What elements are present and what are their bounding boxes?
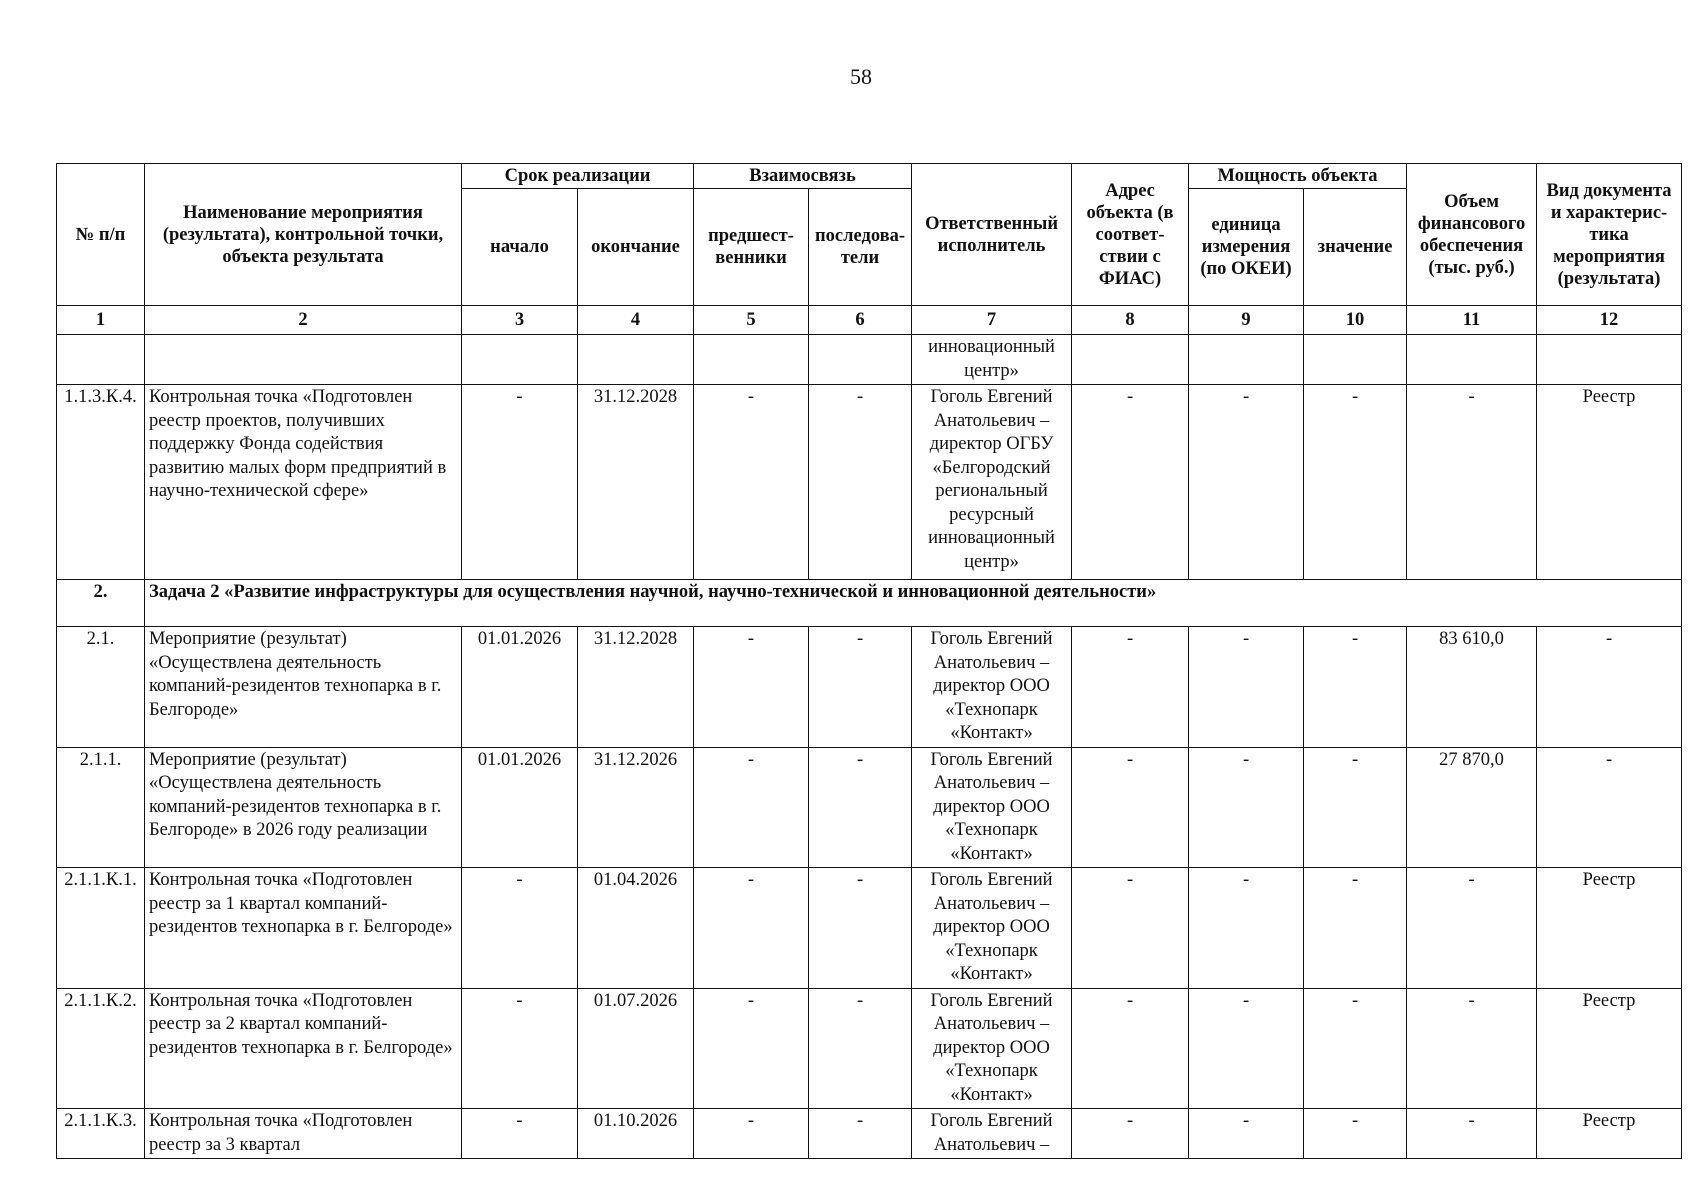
cell-document: Реестр: [1537, 1109, 1682, 1159]
column-number: 8: [1072, 306, 1189, 335]
header-capacity-group: Мощность объекта: [1189, 164, 1407, 189]
column-number: 11: [1407, 306, 1537, 335]
cell-successors: -: [809, 988, 912, 1109]
cell-predecessors: [694, 335, 809, 385]
cell-end: 01.04.2026: [578, 868, 694, 989]
cell-start: -: [462, 868, 578, 989]
header-period-group: Срок реализации: [462, 164, 694, 189]
cell-address: -: [1072, 1109, 1189, 1159]
table-row: [57, 627, 1682, 748]
header-unit: единица измерения (по ОКЕИ): [1189, 189, 1304, 306]
cell-address: -: [1072, 385, 1189, 580]
table-row: [57, 988, 1682, 1109]
cell-name: Мероприятие (результат) «Осуществлена деятельность компаний-резидентов технопарка в г. Белгороде»: [145, 627, 462, 748]
cell-num: 2.1.1.: [57, 747, 145, 868]
column-number: 9: [1189, 306, 1304, 335]
cell-unit: -: [1189, 747, 1304, 868]
header-name: Наименование мероприятия (результата), контрольной точки, объекта результата: [145, 164, 462, 306]
column-number: 7: [912, 306, 1072, 335]
cell-document: [1537, 335, 1682, 385]
plan-table: [56, 163, 1682, 1159]
cell-responsible: инновационный центр»: [912, 335, 1072, 385]
cell-value: [1304, 335, 1407, 385]
column-number: 10: [1304, 306, 1407, 335]
cell-num: [57, 335, 145, 385]
header-num: № п/п: [57, 164, 145, 306]
cell-responsible: Гоголь Евгений Анатольевич –: [912, 1109, 1072, 1159]
header-document: Вид документа и характерис-тика мероприятия (результата): [1537, 164, 1682, 306]
cell-responsible: Гоголь Евгений Анатольевич – директор ООО «Технопарк «Контакт»: [912, 988, 1072, 1109]
cell-name: Мероприятие (результат) «Осуществлена деятельность компаний-резидентов технопарка в г. Белгороде» в 2026 году реализации: [145, 747, 462, 868]
cell-unit: -: [1189, 868, 1304, 989]
column-number: 12: [1537, 306, 1682, 335]
cell-value: -: [1304, 627, 1407, 748]
header-financing: Объем финансового обеспечения (тыс. руб.): [1407, 164, 1537, 306]
table-row: [57, 868, 1682, 989]
cell-start: -: [462, 988, 578, 1109]
cell-end: 31.12.2028: [578, 385, 694, 580]
column-number: 6: [809, 306, 912, 335]
cell-predecessors: -: [694, 1109, 809, 1159]
cell-name: [145, 335, 462, 385]
cell-address: -: [1072, 747, 1189, 868]
cell-responsible: Гоголь Евгений Анатольевич – директор ОГБУ «Белгородский региональный ресурсный инновационный центр»: [912, 385, 1072, 580]
cell-financing: -: [1407, 988, 1537, 1109]
cell-start: -: [462, 385, 578, 580]
cell-document: Реестр: [1537, 868, 1682, 989]
cell-value: -: [1304, 747, 1407, 868]
column-numbers-row: [57, 306, 1682, 335]
cell-unit: -: [1189, 627, 1304, 748]
cell-name: Контрольная точка «Подготовлен реестр проектов, получивших поддержку Фонда содействия развитию малых форм предприятий в научно-технической сфере»: [145, 385, 462, 580]
cell-num: 2.1.1.К.3.: [57, 1109, 145, 1159]
cell-financing: -: [1407, 868, 1537, 989]
cell-value: -: [1304, 988, 1407, 1109]
header-responsible: Ответственный исполнитель: [912, 164, 1072, 306]
task-title: Задача 2 «Развитие инфраструктуры для осуществления научной, научно-технической и инновационной деятельности»: [145, 580, 1682, 627]
cell-unit: -: [1189, 988, 1304, 1109]
cell-start: 01.01.2026: [462, 747, 578, 868]
cell-value: -: [1304, 1109, 1407, 1159]
cell-start: -: [462, 1109, 578, 1159]
cell-address: -: [1072, 627, 1189, 748]
cell-num: 2.1.1.К.2.: [57, 988, 145, 1109]
cell-responsible: Гоголь Евгений Анатольевич – директор ООО «Технопарк «Контакт»: [912, 747, 1072, 868]
cell-successors: [809, 335, 912, 385]
cell-financing: -: [1407, 385, 1537, 580]
header-start: начало: [462, 189, 578, 306]
cell-end: 31.12.2028: [578, 627, 694, 748]
cell-document: Реестр: [1537, 988, 1682, 1109]
column-number: 1: [57, 306, 145, 335]
cell-successors: -: [809, 1109, 912, 1159]
cell-num: 1.1.3.К.4.: [57, 385, 145, 580]
cell-end: 31.12.2026: [578, 747, 694, 868]
cell-end: 01.07.2026: [578, 988, 694, 1109]
cell-financing: -: [1407, 1109, 1537, 1159]
cell-responsible: Гоголь Евгений Анатольевич – директор ООО «Технопарк «Контакт»: [912, 627, 1072, 748]
table-row: [57, 747, 1682, 868]
cell-num: 2.1.: [57, 627, 145, 748]
header-links-group: Взаимосвязь: [694, 164, 912, 189]
cell-predecessors: -: [694, 747, 809, 868]
cell-document: -: [1537, 747, 1682, 868]
task-row: [57, 580, 1682, 627]
table-body: [57, 335, 1682, 1159]
table-row: [57, 385, 1682, 580]
table-row: [57, 335, 1682, 385]
cell-value: -: [1304, 385, 1407, 580]
header-predecessors: предшест-венники: [694, 189, 809, 306]
page-number: 58: [850, 64, 872, 89]
cell-predecessors: -: [694, 988, 809, 1109]
cell-successors: -: [809, 627, 912, 748]
cell-predecessors: -: [694, 627, 809, 748]
cell-predecessors: -: [694, 385, 809, 580]
header-end: окончание: [578, 189, 694, 306]
cell-start: 01.01.2026: [462, 627, 578, 748]
cell-end: 01.10.2026: [578, 1109, 694, 1159]
cell-document: Реестр: [1537, 385, 1682, 580]
cell-financing: 27 870,0: [1407, 747, 1537, 868]
cell-name: Контрольная точка «Подготовлен реестр за 1 квартал компаний-резидентов технопарка в г. Белгороде»: [145, 868, 462, 989]
cell-successors: -: [809, 747, 912, 868]
column-number: 5: [694, 306, 809, 335]
header-address: Адрес объекта (в соответ-ствии с ФИАС): [1072, 164, 1189, 306]
column-number: 4: [578, 306, 694, 335]
cell-predecessors: -: [694, 868, 809, 989]
cell-successors: -: [809, 385, 912, 580]
cell-financing: [1407, 335, 1537, 385]
cell-document: -: [1537, 627, 1682, 748]
cell-responsible: Гоголь Евгений Анатольевич – директор ООО «Технопарк «Контакт»: [912, 868, 1072, 989]
header-successors: последова-тели: [809, 189, 912, 306]
cell-address: -: [1072, 988, 1189, 1109]
cell-unit: -: [1189, 385, 1304, 580]
header-value: значение: [1304, 189, 1407, 306]
table-header: [57, 164, 1682, 335]
task-num: 2.: [57, 580, 145, 627]
cell-successors: -: [809, 868, 912, 989]
cell-start: [462, 335, 578, 385]
cell-unit: [1189, 335, 1304, 385]
cell-address: -: [1072, 868, 1189, 989]
cell-name: Контрольная точка «Подготовлен реестр за 3 квартал: [145, 1109, 462, 1159]
cell-value: -: [1304, 868, 1407, 989]
cell-financing: 83 610,0: [1407, 627, 1537, 748]
column-number: 2: [145, 306, 462, 335]
cell-name: Контрольная точка «Подготовлен реестр за 2 квартал компаний-резидентов технопарка в г. Белгороде»: [145, 988, 462, 1109]
cell-end: [578, 335, 694, 385]
column-number: 3: [462, 306, 578, 335]
table-row: [57, 1109, 1682, 1159]
cell-address: [1072, 335, 1189, 385]
cell-unit: -: [1189, 1109, 1304, 1159]
cell-num: 2.1.1.К.1.: [57, 868, 145, 989]
